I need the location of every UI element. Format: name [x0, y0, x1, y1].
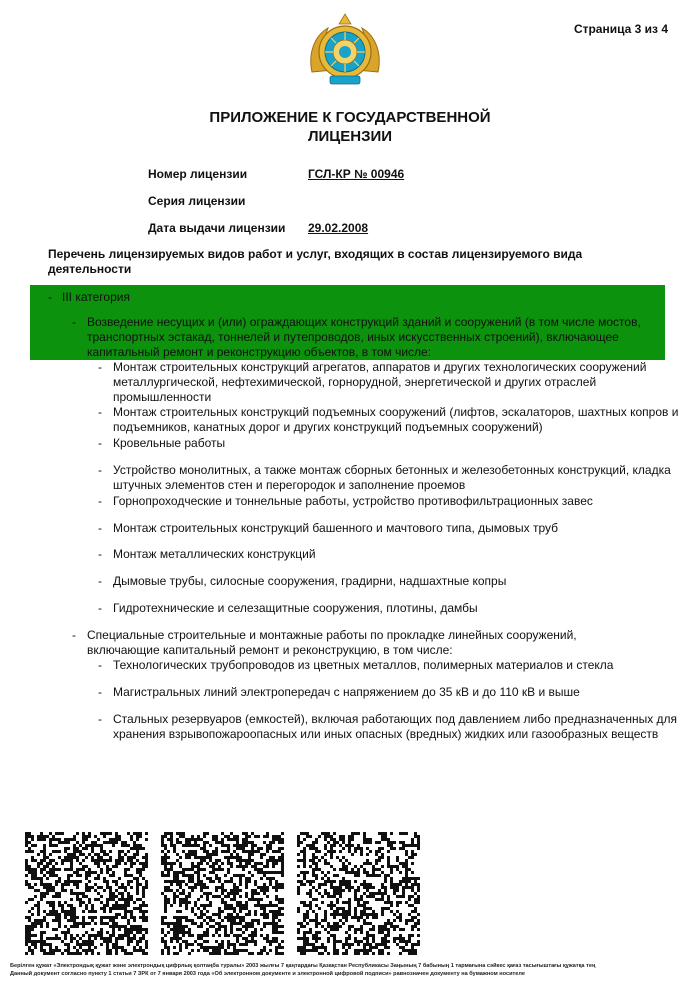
- list-item: - Монтаж строительных конструкций агрегатов, аппаратов и других технологических сооружений металлургической, нефтехимической, горнорудной, энергетической и других отраслей промышленности: [98, 360, 647, 404]
- list-item: - Дымовые трубы, силосные сооружения, градирни, надшахтные копры: [98, 574, 507, 588]
- list-item: - Монтаж строительных конструкций подъемных сооружений (лифтов, эскалаторов, шахтных копров и подъемников, канатных дорог и других конструкций подъемных сооружений): [98, 405, 679, 434]
- footnote-line-ru: Данный документ согласно пункту 1 статьи 7 ЗРК от 7 января 2003 года «Об электронном документе и электронной цифровой подписи» равнозначен документу на бумажном носителе: [10, 971, 525, 977]
- group-2-title: - Специальные строительные и монтажные работы по прокладке линейных сооружений, включающие капитальный ремонт и реконструкцию, в том числе:: [72, 628, 612, 658]
- license-date-value: 29.02.2008: [308, 221, 369, 235]
- group-1-title: - Возведение несущих и (или) ограждающих конструкций зданий и сооружений (в том числе мостов, транспортных эстакад, тоннелей и путепроводов, иных искусственных строений), включающее капитальный ремонт и реконструкцию объектов, в том числе:: [72, 315, 672, 360]
- list-item: - Технологических трубопроводов из цветных металлов, полимерных материалов и стекла: [98, 658, 614, 672]
- list-item: - Гидротехнические и селезащитные сооружения, плотины, дамбы: [98, 601, 478, 615]
- qr-code-icon: [297, 832, 420, 955]
- group-1-title-text: Возведение несущих и (или) ограждающих конструкций зданий и сооружений (в том числе мостов, транспортных эстакад, тоннелей и путепроводов, иных искусственных строений), включающее капитальный ремонт и реконструкцию объектов, в том числе:: [87, 315, 641, 359]
- list-item: - Устройство монолитных, а также монтаж сборных бетонных и железобетонных конструкций, кладка штучных элементов стен и перегородок и заполнение проемов: [98, 463, 671, 492]
- list-item: - Стальных резервуаров (емкостей), включая работающих под давлением либо предназначенных для хранения взрывопожароопасных или иных опасных (вредных) жидких или газообразных веществ: [98, 712, 678, 741]
- license-series-label: Серия лицензии: [148, 194, 246, 208]
- license-number-value: ГСЛ-КР № 00946: [308, 167, 405, 181]
- license-number-label: Номер лицензии: [148, 167, 248, 181]
- document-title: [0, 108, 700, 146]
- category-item: - III категория: [48, 290, 130, 304]
- list-item: - Магистральных линий электропередач с напряжением до 35 кВ и до 110 кВ и выше: [98, 685, 580, 699]
- group-2-title-text: Специальные строительные и монтажные работы по прокладке линейных сооружений, включающие капитальный ремонт и реконструкцию, в том числе:: [87, 628, 577, 657]
- page-number: Страница 3 из 4: [573, 22, 668, 36]
- qr-codes-row: [25, 832, 420, 957]
- title-line-2: ЛИЦЕНЗИИ: [307, 128, 393, 145]
- license-date-label: Дата выдачи лицензии: [148, 221, 286, 235]
- footnote-line-kz: Берілген құжат «Электрондық құжат және электрондық цифрлық қолтаңба туралы» 2003 жылғы 7 қаңтардағы Қазақстан Республикасы Заңының 7 бабының 1 тармағына сәйкес қағаз тасығыштағы құжатқа тең: [10, 963, 596, 969]
- qr-code-icon: [25, 832, 148, 955]
- list-item: - Монтаж металлических конструкций: [98, 547, 316, 561]
- list-item: - Горнопроходческие и тоннельные работы, устройство противофильтрационных завес: [98, 494, 593, 508]
- legal-footnote: [10, 962, 690, 978]
- list-item: - Кровельные работы: [98, 436, 226, 450]
- works-list-intro: Перечень лицензируемых видов работ и услуг, входящих в состав лицензируемого вида деятельности: [48, 247, 583, 276]
- title-line-1: ПРИЛОЖЕНИЕ К ГОСУДАРСТВЕННОЙ: [209, 109, 491, 126]
- category-label: III категория: [62, 290, 130, 304]
- qr-code-icon: [161, 832, 284, 955]
- list-item: - Монтаж строительных конструкций башенного и мачтового типа, дымовых труб: [98, 521, 559, 535]
- state-emblem-icon: [306, 12, 384, 90]
